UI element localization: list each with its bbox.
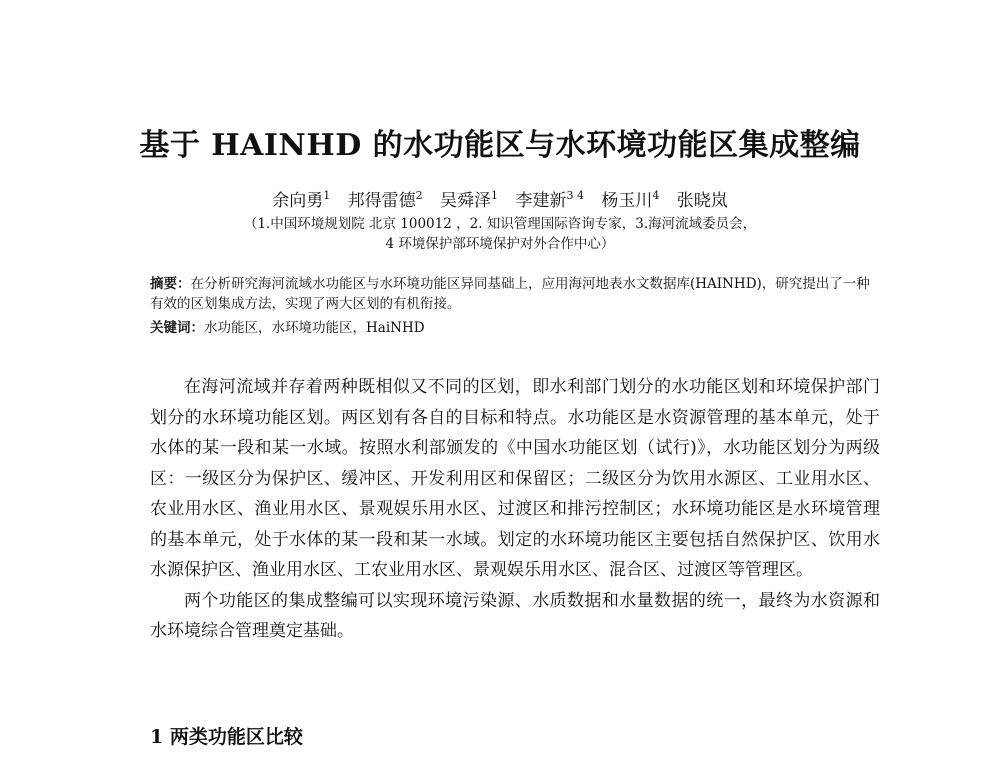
section-heading: 1 两类功能区比较	[150, 726, 303, 748]
paper-title: 基于 HAINHD 的水功能区与水环境功能区集成整编	[139, 128, 861, 163]
abstract	[150, 274, 880, 314]
affiliation-line-2: 4 环境保护部环境保护对外合作中心）	[385, 236, 615, 252]
body-text	[150, 372, 880, 647]
author: 张晓岚	[676, 191, 728, 211]
keywords	[150, 316, 880, 336]
keywords-label: 关键词：	[150, 320, 204, 336]
author: 余向勇$^1$	[272, 189, 331, 211]
author: 李建新$^{3 4}$	[515, 189, 584, 211]
keywords-text: 水功能区，水环境功能区，HaiNHD	[204, 320, 425, 336]
abstract-text: 在分析研究海河流域水功能区与水环境功能区异同基础上，应用海河地表水文数据库(HAINHD)，研究提出了一种有效的区划集成方法，实现了两大区划的有机衔接。	[150, 276, 870, 312]
abstract-label: 摘要：	[150, 276, 191, 292]
author: 杨玉川$^4$	[601, 189, 660, 211]
author: 吴舜泽$^1$	[440, 189, 499, 211]
author: 邦得雷德$^2$	[347, 189, 423, 211]
author-list	[0, 186, 1000, 211]
body-paragraph: 两个功能区的集成整编可以实现环境污染源、水质数据和水量数据的统一，最终为水资源和水环境综合管理奠定基础。	[150, 590, 880, 641]
affiliation-line-1: （1.中国环境规划院 北京 100012 ，2. 知识管理国际咨询专家，3.海河流域委员会，	[243, 216, 757, 232]
body-paragraph: 在海河流域并存着两种既相似又不同的区划，即水利部门划分的水功能区划和环境保护部门划分的水环境功能区划。两区划有各自的目标和特点。水功能区是水资源管理的基本单元，处于水体的某一段和某一水域。按照水利部颁发的《中国水功能区划（试行)》，水功能区划分为两级区：一级区分为保护区、缓冲区、开发利用区和保留区；二级区分为饮用水源区、工业用水区、农业用水区、渔业用水区、景观娱乐用水区、过渡区和排污控制区；水环境功能区是水环境管理的基本单元，处于水体的某一段和某一水域。划定的水环境功能区主要包括自然保护区、饮用水水源保护区、渔业用水区、工农业用水区、景观娱乐用水区、混合区、过渡区等管理区。	[150, 377, 880, 580]
